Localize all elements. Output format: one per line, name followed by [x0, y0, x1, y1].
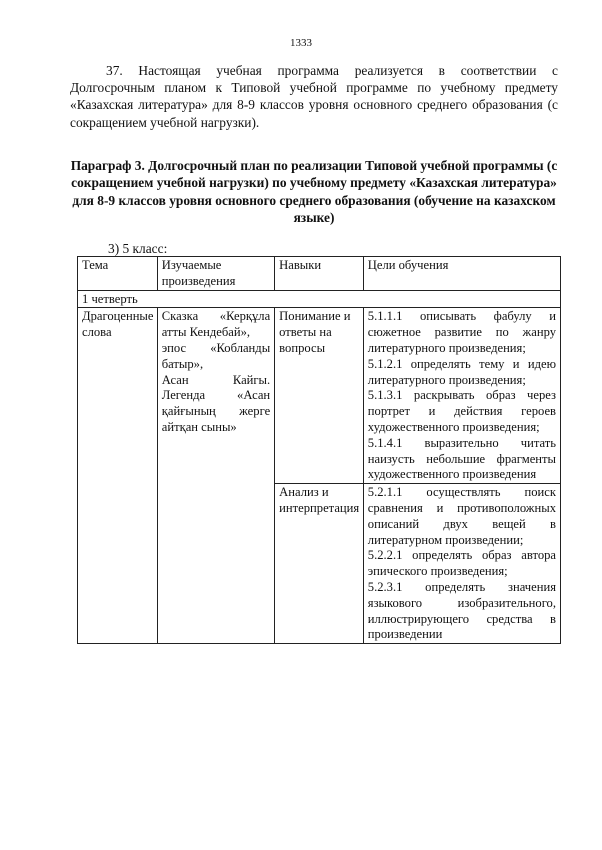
header-topic: Тема [78, 257, 158, 291]
goal-item: 5.1.2.1 определять тему и идею литературного произведения; [367, 356, 556, 387]
header-skills: Навыки [275, 257, 364, 291]
long-term-plan-table [77, 256, 561, 644]
goal-item: 5.1.3.1 раскрывать образ через портрет и действия героев художественного произведения; [367, 388, 556, 434]
skill-cell: Понимание и ответы на вопросы [275, 308, 364, 484]
work-item: Асан Кайгы. Легенда «Асан қайғының жерге айтқан сыны» [161, 372, 271, 434]
intro-paragraph: 37. Настоящая учебная программа реализуется в соответствии с Долгосрочным планом к Типовой учебной программе по учебному предмету «Казахская литература» для 8-9 классов уровня основного среднего образования (с сокращением учебной нагрузки). [70, 63, 558, 130]
page-number: 1333 [290, 37, 312, 49]
paragraph-heading: Параграф 3. Долгосрочный план по реализации Типовой учебной программы (с сокращением учебной нагрузки) по учебному предмету «Казахская литература» для 8-9 классов уровня основного среднего образования (обучение на казахском языке) [70, 158, 558, 226]
topic-cell: Драгоценные слова [78, 308, 158, 644]
grade-label: 3) 5 класс: [108, 241, 168, 256]
work-item: Сказка «Керқұла атты Кендебай», [161, 309, 271, 340]
quarter-row [78, 290, 561, 308]
goal-item: 5.1.1.1 описывать фабулу и сюжетное развитие по жанру литературного произведения; [367, 309, 556, 355]
goal-item: 5.2.2.1 определять образ автора эпического произведения; [367, 548, 556, 579]
table-row [78, 308, 561, 484]
goal-item: 5.1.4.1 выразительно читать наизусть небольшие фрагменты художественного произведения [367, 435, 556, 482]
goal-item: 5.2.3.1 определять значения языкового изобразительного, иллюстрирующего средства в произведении [367, 579, 556, 642]
goal-item: 5.2.1.1 осуществлять поиск сравнения и противоположных описаний двух вещей в литературном произведении; [367, 485, 556, 547]
header-goals: Цели обучения [363, 257, 560, 291]
quarter-label: 1 четверть [78, 290, 561, 308]
skill-cell: Анализ и интерпретация [275, 484, 364, 644]
goals-cell [363, 484, 560, 644]
works-cell [157, 308, 274, 644]
goals-cell [363, 308, 560, 484]
work-item: эпос «Кобланды батыр», [161, 340, 271, 371]
header-works: Изучаемые произведения [157, 257, 274, 291]
table-header-row [78, 257, 561, 291]
